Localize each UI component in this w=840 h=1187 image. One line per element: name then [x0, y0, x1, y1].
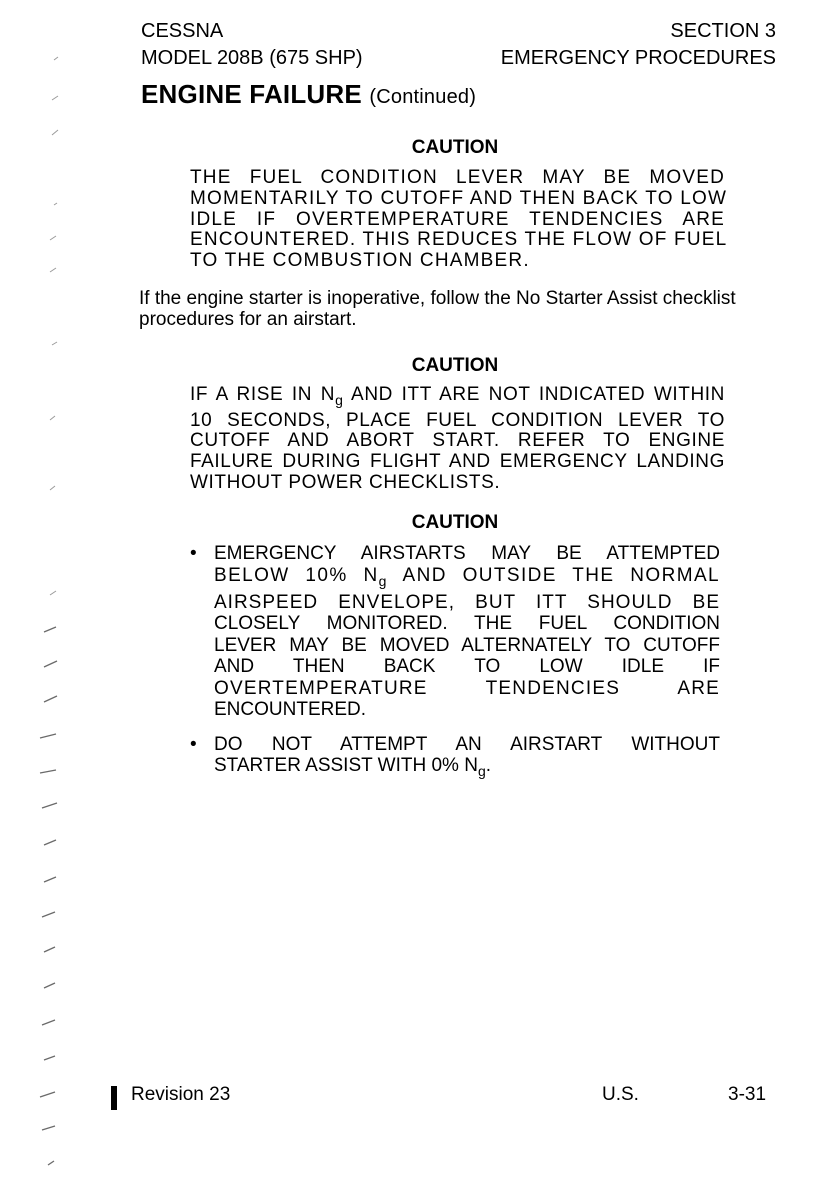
- bullet-dot: •: [190, 543, 197, 564]
- caution-body-2: [190, 385, 725, 494]
- scan-margin-marks: [0, 0, 80, 1187]
- caution-2-line: [190, 385, 725, 411]
- header-right: [501, 18, 776, 72]
- caution-3-bullets: [190, 543, 720, 796]
- section-title: EMERGENCY PROCEDURES: [500, 47, 776, 69]
- bullet-line: EMERGENCY AIRSTARTS MAY BE ATTEMPTED: [214, 543, 720, 564]
- caution-heading-1: CAUTION: [411, 137, 499, 158]
- bullet-line: CLOSELY MONITORED. THE FUEL CONDITION: [214, 613, 720, 635]
- caution-1-line: ENCOUNTERED. THIS REDUCES THE FLOW OF FUEL: [190, 229, 728, 251]
- caution-2-line: FAILURE DURING FLIGHT AND EMERGENCY LANDING: [190, 451, 725, 473]
- manufacturer-name: CESSNA: [141, 20, 224, 42]
- subscript-g: g: [477, 763, 486, 780]
- revision-change-bar: [111, 1086, 117, 1110]
- bullet-line-text: BELOW 10% N: [214, 564, 379, 586]
- bullet-line: ENCOUNTERED.: [214, 699, 367, 721]
- caution-2-line: 10 SECONDS, PLACE FUEL CONDITION LEVER TO: [190, 409, 725, 431]
- caution-body-1: [190, 167, 728, 272]
- caution-2-line: WITHOUT POWER CHECKLISTS.: [190, 471, 501, 493]
- caution-1-line: MOMENTARILY TO CUTOFF AND THEN BACK TO LOW: [190, 187, 728, 209]
- section-number: SECTION 3: [670, 20, 776, 42]
- bullet-item: [190, 734, 720, 783]
- caution-2-line-text: IF A RISE IN N: [190, 384, 336, 405]
- bullet-line-text: STARTER ASSIST WITH 0% N: [214, 755, 478, 777]
- subscript-g: g: [335, 391, 344, 408]
- bullet-line: DO NOT ATTEMPT AN AIRSTART WITHOUT: [214, 733, 720, 755]
- caution-1-line: IDLE IF OVERTEMPERATURE TENDENCIES ARE: [190, 208, 725, 230]
- bullet-line: OVERTEMPERATURE TENDENCIES ARE: [214, 677, 720, 699]
- bullet-item: [190, 543, 720, 721]
- header-left: [141, 18, 363, 72]
- caution-2-line-text: AND ITT ARE NOT INDICATED WITHIN: [343, 384, 725, 405]
- page-title-sub: (Continued): [369, 86, 477, 108]
- bullet-line: [214, 755, 720, 782]
- model-name: MODEL 208B (675 SHP): [141, 47, 363, 69]
- caution-1-line: THE FUEL CONDITION LEVER MAY BE MOVED: [190, 167, 725, 188]
- caution-1-line: TO THE COMBUSTION CHAMBER.: [190, 250, 530, 272]
- page-title: [141, 79, 476, 110]
- page-number: 3-31: [728, 1084, 767, 1105]
- caution-heading-2: CAUTION: [411, 355, 499, 376]
- region-label: U.S.: [602, 1084, 639, 1105]
- bullet-line: LEVER MAY BE MOVED ALTERNATELY TO CUTOFF: [214, 634, 720, 656]
- caution-2-line: CUTOFF AND ABORT START. REFER TO ENGINE: [190, 430, 725, 452]
- body-paragraph: If the engine starter is inoperative, follow the No Starter Assist checklist procedures for an airstart.: [139, 288, 736, 330]
- bullet-line-text: .: [485, 755, 492, 777]
- bullet-line: AND THEN BACK TO LOW IDLE IF: [214, 656, 720, 678]
- bullet-line: AIRSPEED ENVELOPE, BUT ITT SHOULD BE: [214, 591, 720, 613]
- revision-label: Revision 23: [131, 1084, 231, 1105]
- bullet-line: [214, 565, 720, 592]
- caution-heading-3: CAUTION: [411, 512, 499, 533]
- bullet-line-text: AND OUTSIDE THE NORMAL: [387, 564, 720, 586]
- page-title-main: ENGINE FAILURE: [141, 79, 362, 109]
- bullet-dot: •: [190, 733, 197, 755]
- subscript-g: g: [378, 572, 388, 589]
